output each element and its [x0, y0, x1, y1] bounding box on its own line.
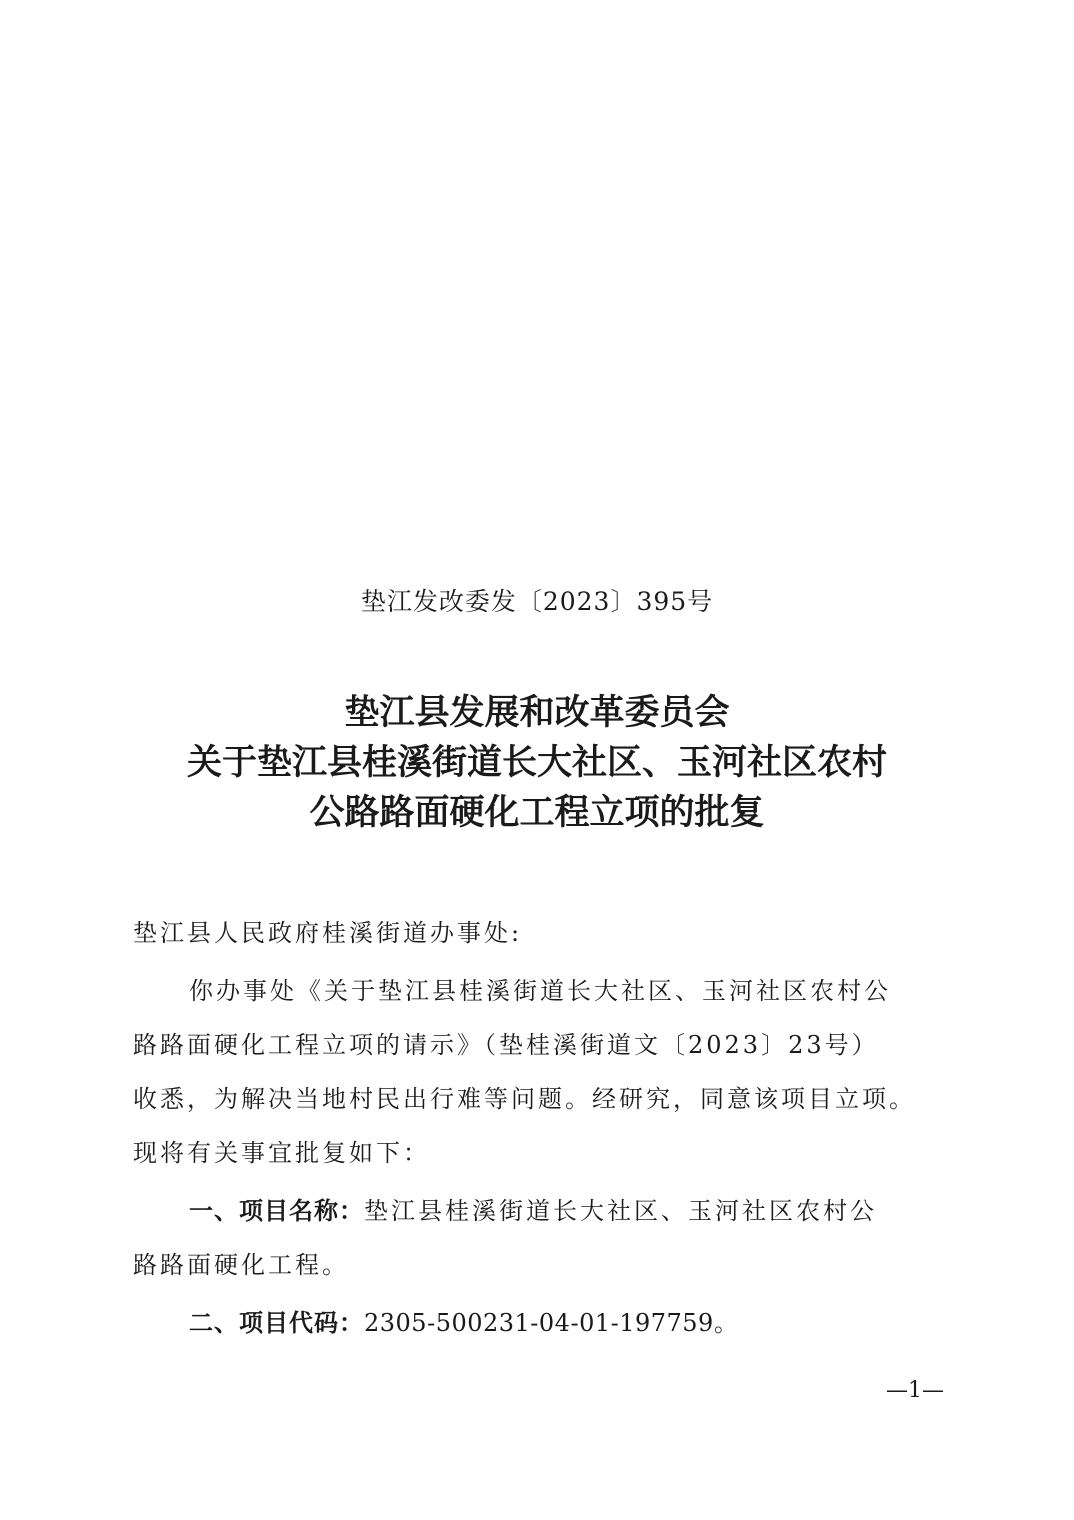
document-body — [133, 906, 943, 1350]
item-2-line — [133, 1296, 943, 1350]
page-number: —1— — [886, 1378, 944, 1403]
item-1-line-1 — [133, 1184, 943, 1238]
document-number: 垫江发改委发〔2023〕395号 — [360, 587, 714, 616]
item-2-label: 二、项目代码： — [189, 1309, 364, 1337]
document-title — [60, 688, 1014, 838]
title-line-3: 公路路面硬化工程立项的批复 — [309, 793, 765, 833]
item-project-code — [133, 1296, 943, 1350]
title-line-1: 垫江县发展和改革委员会 — [344, 693, 730, 733]
item-1-label: 一、项目名称： — [189, 1197, 364, 1225]
paragraph-1-line-3: 收悉，为解决当地村民出行难等问题。经研究，同意该项目立项。 — [133, 1085, 916, 1113]
item-project-name — [133, 1184, 943, 1292]
item-1-text: 垫江县桂溪街道长大社区、玉河社区农村公 — [364, 1197, 877, 1225]
item-1-line-2: 路路面硬化工程。 — [133, 1251, 349, 1279]
recipient: 垫江县人民政府桂溪街道办事处: — [133, 919, 523, 947]
paragraph-1-line-4: 现将有关事宜批复如下： — [133, 1139, 430, 1167]
title-line-2: 关于垫江县桂溪街道长大社区、玉河社区农村 — [186, 743, 887, 783]
paragraph-1 — [133, 964, 943, 1180]
paragraph-1-line-1: 你办事处《关于垫江县桂溪街道长大社区、玉河社区农村公 — [189, 977, 891, 1005]
paragraph-1-line-2: 路路面硬化工程立项的请示》（垫桂溪街道文〔2023〕23号） — [133, 1031, 879, 1059]
item-2-text: 2305-500231-04-01-197759。 — [364, 1309, 739, 1337]
